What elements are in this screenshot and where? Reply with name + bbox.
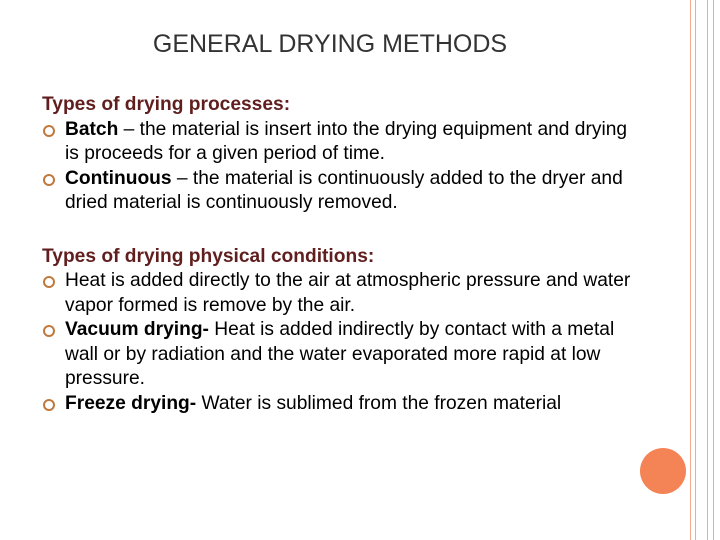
section-spacer <box>42 216 642 245</box>
hollow-circle-bullet-icon <box>42 124 56 138</box>
bullet-item <box>42 269 642 318</box>
decorative-border-lines <box>680 0 720 540</box>
bullet-item <box>42 318 642 392</box>
hollow-circle-bullet-icon <box>42 173 56 187</box>
bullet-term: Batch <box>65 118 119 140</box>
hollow-circle-bullet-icon <box>42 324 56 338</box>
bullet-item <box>42 118 642 167</box>
bullet-text: Water is sublimed from the frozen material <box>196 392 562 414</box>
decorative-line <box>695 0 696 540</box>
bullet-item <box>42 392 642 417</box>
section-heading: Types of drying physical conditions: <box>42 245 375 267</box>
hollow-circle-bullet-icon <box>42 275 56 289</box>
bullet-text: – the material is insert into the drying equipment and drying is proceeds for a given period of time. <box>65 118 628 164</box>
decorative-line <box>690 0 691 540</box>
decorative-line <box>707 0 708 540</box>
bullet-text: – the material is continuously added to the dryer and dried material is continuously removed. <box>65 167 623 213</box>
section-drying-processes <box>42 93 642 216</box>
section-heading: Types of drying processes: <box>42 94 291 115</box>
bullet-text: Heat is added indirectly by contact with a metal wall or by radiation and the water evaporated more rapid at low pressure. <box>65 319 615 389</box>
hollow-circle-bullet-icon <box>42 398 56 412</box>
bullet-item <box>42 167 642 216</box>
orange-circle-icon <box>640 448 686 494</box>
section-physical-conditions <box>42 245 642 417</box>
bullet-term: Continuous <box>65 167 172 189</box>
slide-title: GENERAL DRYING METHODS <box>152 30 508 58</box>
bullet-text: Heat is added directly to the air at atmospheric pressure and water vapor formed is remove by the air. <box>65 270 631 316</box>
slide-body <box>42 93 642 416</box>
bullet-term: Vacuum drying- <box>65 319 209 340</box>
decorative-line <box>713 0 714 540</box>
bullet-term: Freeze drying- <box>65 392 197 414</box>
